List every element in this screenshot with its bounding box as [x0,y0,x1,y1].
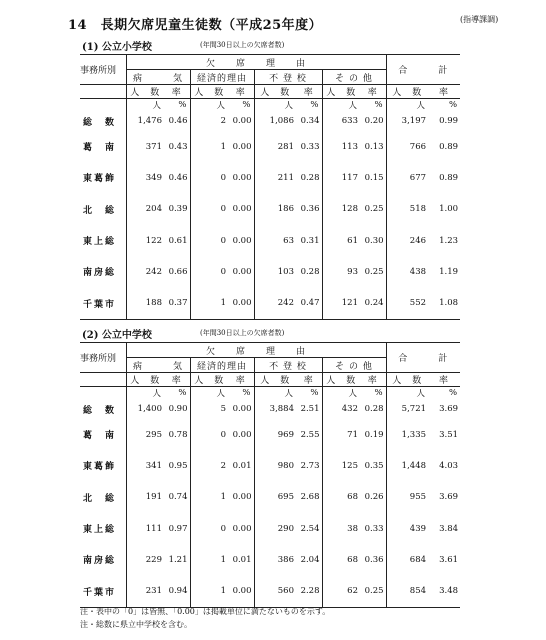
table-cell: 1,448 [386,450,428,481]
table-cell: 295 [126,419,164,450]
unit-people: 人 [254,387,296,400]
table-cell: 0.94 [164,575,190,607]
table-cell: 0.00 [232,204,252,215]
table-cell: 0.15 [364,172,384,183]
table-cell: 0.66 [168,266,188,277]
table-cell: 1,335 [386,419,428,450]
table-cell: 0.20 [364,116,384,126]
table-cell: 0 [190,194,228,225]
unit-percent: % [448,388,458,398]
table-cell: 1,400 [126,399,164,419]
row-label: 南房総 [83,556,117,567]
table-cell: 186 [254,194,296,225]
table-cell: 0 [190,225,228,256]
row-label: 千葉市 [80,287,126,319]
table-cell: 0.43 [168,141,188,152]
table-body [80,343,460,608]
table-cell: 2 [190,450,228,481]
table-cell: 0.00 [228,287,254,319]
unit-people: 人 [322,99,360,112]
table-cell: 695 [254,482,296,513]
table-cell: 2.54 [300,523,320,534]
table-cell: 117 [322,162,360,193]
table-cell: 0.33 [364,523,384,534]
header-count: 人 数 [126,373,164,387]
table-cell: 2.51 [300,404,320,414]
header-count: 人 数 [126,85,164,99]
table-cell: 290 [254,513,296,544]
table-cell: 0.30 [364,235,384,246]
table-cell: 0.25 [364,266,384,277]
table-cell: 0.01 [232,554,252,565]
header-truancy: 不 登 校 [254,358,322,373]
table-row [80,111,460,131]
unit-people: 人 [254,99,296,112]
table-cell: 677 [386,162,428,193]
table-cell: 0.78 [168,429,188,440]
table-cell: 0.19 [364,429,384,440]
header-count: 人 数 [386,85,428,99]
section-title-junior-high: (2) 公立中学校 [82,330,152,341]
table-cell: 5 [190,399,228,419]
table-cell: 1 [190,544,228,575]
table-cell: 121 [322,287,360,319]
table-cell: 0.00 [232,492,252,503]
table-cell: 68 [322,544,360,575]
unit-people: 人 [386,99,428,112]
table-cell: 0 [190,513,228,544]
table-row [80,256,460,287]
header-rate: 率 [360,373,386,387]
table-cell: 0.00 [232,266,252,277]
header-total: 合 計 [386,343,460,373]
row-label: 東上総 [83,237,117,248]
header-absence-reason: 欠 席 理 由 [126,55,386,70]
table-cell: 0.01 [232,460,252,471]
header-economic: 経済的理由 [190,70,254,85]
unit-people: 人 [190,387,228,400]
table-cell: 188 [126,287,164,319]
table-cell: 1.00 [439,204,459,215]
table-cell: 432 [322,399,360,419]
table-cell: 128 [322,194,360,225]
table-row [80,225,460,256]
table-cell: 281 [254,131,296,162]
table-cell: 386 [254,544,296,575]
table-cell: 0.00 [232,235,252,246]
table-cell: 0.36 [300,204,320,215]
table-cell: 1 [190,482,228,513]
table-row [80,162,460,193]
table-cell: 93 [322,256,360,287]
table-cell: 0.33 [300,141,320,152]
table-cell: 113 [322,131,360,162]
table-cell: 2.04 [300,554,320,565]
table-cell: 0.00 [232,172,252,183]
table-cell: 5,721 [386,399,428,419]
table-cell: 211 [254,162,296,193]
table-cell: 125 [322,450,360,481]
table-cell: 3.69 [439,404,459,414]
table-row [80,287,460,319]
table-cell: 633 [322,111,360,131]
unit-percent: % [374,100,383,110]
header-count: 人 数 [386,373,428,387]
table-cell: 2 [190,111,228,131]
table-cell: 0.00 [232,523,252,534]
table-cell: 0.74 [168,492,188,503]
header-other: そ の 他 [322,358,386,373]
table-cell: 2.68 [300,492,320,503]
table-cell: 0.39 [168,204,188,215]
header-count: 人 数 [190,373,228,387]
table-cell: 1.19 [439,266,459,277]
table-cell: 1.23 [439,235,459,246]
table-cell: 1 [190,131,228,162]
table-cell: 0.95 [168,460,188,471]
row-label: 北 総 [83,493,117,504]
table-cell: 0.00 [228,575,254,607]
unit-percent: % [448,100,458,110]
table-cell: 0.00 [232,404,252,414]
table-cell: 341 [126,450,164,481]
table-cell: 3.69 [439,492,459,503]
table-cell: 0.34 [300,116,320,126]
section-note-junior-high: (年間30日以上の欠席者数) [200,329,285,337]
unit-people: 人 [126,99,164,112]
table-cell: 191 [126,482,164,513]
header-other: そ の 他 [322,70,386,85]
row-label: 総 数 [83,117,117,128]
unit-percent: % [242,388,251,398]
table-cell: 854 [386,575,428,607]
table-cell: 3.84 [439,523,459,534]
header-count: 人 数 [254,373,296,387]
table-elementary [80,54,460,320]
table-cell: 246 [386,225,428,256]
row-label: 東葛飾 [83,174,117,185]
table-cell: 3,884 [254,399,296,419]
department-note: (指導課調) [460,15,499,24]
footnote-1: 注・表中の「0」は皆無、「0.00」は掲載単位に満たないものを示す。 [80,607,331,616]
table-cell: 349 [126,162,164,193]
table-row [80,513,460,544]
table-cell: 0.61 [168,235,188,246]
table-row [80,544,460,575]
row-label: 千葉市 [80,575,126,607]
header-rate: 率 [360,85,386,99]
table-cell: 61 [322,225,360,256]
table-cell: 0 [190,256,228,287]
table-cell: 438 [386,256,428,287]
table-cell: 2.28 [296,575,322,607]
table-row [80,194,460,225]
row-label: 総 数 [83,405,117,416]
table-cell: 0.89 [439,141,459,152]
table-row [80,399,460,419]
table-cell: 0.25 [364,204,384,215]
row-label: 葛 南 [83,143,117,154]
table-cell: 204 [126,194,164,225]
table-cell: 0.00 [232,116,252,126]
row-label: 東葛飾 [83,462,117,473]
footnote-2: 注・総数に県立中学校を含む。 [80,620,192,629]
unit-percent: % [374,388,383,398]
table-cell: 684 [386,544,428,575]
unit-blank [80,99,126,112]
table-cell: 1 [190,287,228,319]
header-illness: 病 気 [126,358,190,373]
table-cell: 0.28 [300,266,320,277]
header-blank [80,85,126,99]
table-cell: 0.00 [232,141,252,152]
unit-percent: % [178,388,187,398]
section-title-elementary: (1) 公立小学校 [82,42,152,53]
header-rate: 率 [428,85,460,99]
table-cell: 0 [190,419,228,450]
table-cell: 231 [126,575,164,607]
table-cell: 38 [322,513,360,544]
header-count: 人 数 [190,85,228,99]
table-cell: 3.48 [428,575,460,607]
table-cell: 560 [254,575,296,607]
table-cell: 955 [386,482,428,513]
table-cell: 62 [322,575,360,607]
header-office: 事務所別 [80,55,126,85]
table-cell: 439 [386,513,428,544]
table-cell: 0 [190,162,228,193]
table-cell: 0.97 [168,523,188,534]
table-cell: 111 [126,513,164,544]
table-cell: 1,086 [254,111,296,131]
table-cell: 1 [190,575,228,607]
table-cell: 3.61 [439,554,459,565]
unit-percent: % [310,100,319,110]
table-cell: 242 [126,256,164,287]
table-cell: 0.46 [168,172,188,183]
header-illness: 病 気 [126,70,190,85]
header-rate: 率 [228,85,254,99]
table-cell: 552 [386,287,428,319]
unit-percent: % [178,100,187,110]
table-cell: 103 [254,256,296,287]
row-label: 東上総 [83,525,117,536]
header-count: 人 数 [322,85,360,99]
table-cell: 1,476 [126,111,164,131]
table-cell: 0.24 [360,287,386,319]
header-truancy: 不 登 校 [254,70,322,85]
unit-people: 人 [386,387,428,400]
table-cell: 0.47 [296,287,322,319]
header-total: 合 計 [386,55,460,85]
row-label: 葛 南 [83,431,117,442]
header-rate: 率 [296,85,322,99]
row-label: 南房総 [83,268,117,279]
unit-percent: % [310,388,319,398]
unit-people: 人 [126,387,164,400]
table-cell: 4.03 [439,460,459,471]
table-row [80,575,460,607]
header-rate: 率 [164,373,190,387]
header-economic: 経済的理由 [190,358,254,373]
header-rate: 率 [228,373,254,387]
table-cell: 0.46 [168,116,188,126]
header-office: 事務所別 [80,343,126,373]
table-body [80,55,460,320]
header-blank [80,373,126,387]
unit-percent: % [242,100,251,110]
table-cell: 0.25 [360,575,386,607]
table-cell: 980 [254,450,296,481]
table-row [80,419,460,450]
row-label: 北 総 [83,205,117,216]
header-rate: 率 [428,373,460,387]
table-cell: 3.51 [439,429,459,440]
table-cell: 2.73 [300,460,320,471]
header-count: 人 数 [254,85,296,99]
table-cell: 0.28 [300,172,320,183]
table-cell: 122 [126,225,164,256]
table-cell: 1.08 [428,287,460,319]
table-cell: 3,197 [386,111,428,131]
table-row [80,450,460,481]
table-cell: 0.35 [364,460,384,471]
unit-people: 人 [190,99,228,112]
unit-people: 人 [322,387,360,400]
table-cell: 1.21 [168,554,188,565]
table-cell: 0.28 [364,404,384,414]
page-title: 14 長期欠席児童生徒数（平成25年度） [68,18,323,33]
table-cell: 68 [322,482,360,513]
table-junior-high [80,342,460,608]
table-cell: 371 [126,131,164,162]
table-cell: 2.55 [300,429,320,440]
table-cell: 0.89 [439,172,459,183]
table-cell: 0.36 [364,554,384,565]
table-cell: 0.37 [164,287,190,319]
table-cell: 63 [254,225,296,256]
table-row [80,482,460,513]
table-cell: 0.99 [439,116,459,126]
table-cell: 0.00 [232,429,252,440]
section-note-elementary: (年間30日以上の欠席者数) [200,41,285,49]
unit-blank [80,387,126,400]
table-cell: 969 [254,419,296,450]
table-cell: 229 [126,544,164,575]
table-row [80,131,460,162]
table-cell: 0.90 [168,404,188,414]
header-absence-reason: 欠 席 理 由 [126,343,386,358]
header-rate: 率 [164,85,190,99]
header-rate: 率 [296,373,322,387]
table-cell: 71 [322,419,360,450]
header-count: 人 数 [322,373,360,387]
table-cell: 518 [386,194,428,225]
table-cell: 242 [254,287,296,319]
table-cell: 0.31 [300,235,320,246]
table-cell: 0.13 [364,141,384,152]
table-cell: 0.26 [364,492,384,503]
table-cell: 766 [386,131,428,162]
